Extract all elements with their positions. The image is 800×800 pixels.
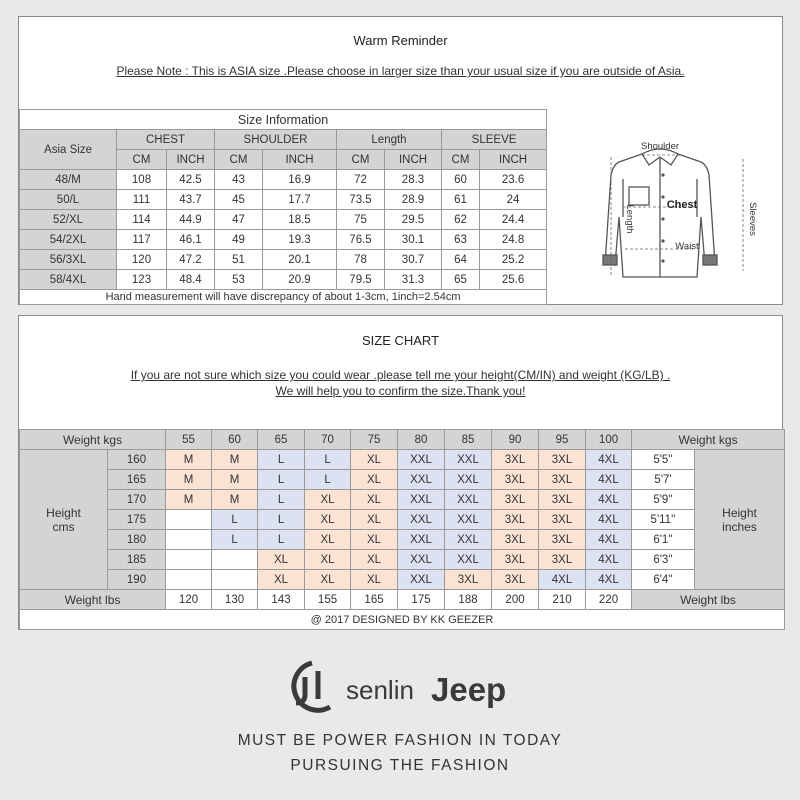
size-cell: 4XL xyxy=(539,570,586,590)
size-row xyxy=(20,170,547,190)
height-cm-value: 185 xyxy=(108,550,166,570)
size-cell: XL xyxy=(305,530,351,550)
measurement-cell: 76.5 xyxy=(337,230,385,250)
size-chart-title: SIZE CHART xyxy=(361,333,440,348)
length-label: Length xyxy=(624,204,635,234)
measurement-cell: 25.6 xyxy=(480,270,547,290)
measurement-cell: 43 xyxy=(215,170,263,190)
weight-lbs-value: 143 xyxy=(258,590,305,610)
size-rows xyxy=(20,170,547,290)
size-row xyxy=(20,190,547,210)
size-cell: XXL xyxy=(445,470,492,490)
height-row xyxy=(20,490,785,510)
size-cell: 3XL xyxy=(492,510,539,530)
size-chart-note-1: If you are not sure which size you could wear .please tell me your height(CM/IN) and weight (KG/LB) . xyxy=(130,368,671,382)
slogan-line-2: PURSUING THE FASHION xyxy=(290,757,510,774)
weight-lbs-row xyxy=(20,590,785,610)
measurement-cell: 31.3 xyxy=(385,270,442,290)
asia-size-header: Asia Size xyxy=(20,130,117,170)
measurement-cell: 17.7 xyxy=(263,190,337,210)
height-inch-value: 5'7' xyxy=(632,470,695,490)
unit-header: CM xyxy=(215,150,263,170)
measurement-cell: 65 xyxy=(442,270,480,290)
warm-reminder-title: Warm Reminder xyxy=(353,33,448,48)
size-cell: XL xyxy=(351,450,398,470)
measurement-cell: 20.1 xyxy=(263,250,337,270)
weight-lbs-value: 120 xyxy=(166,590,212,610)
weight-lbs-value: 188 xyxy=(445,590,492,610)
size-cell: XXL xyxy=(445,510,492,530)
weight-kgs-value: 65 xyxy=(258,430,305,450)
measurement-cell: 42.5 xyxy=(167,170,215,190)
size-cell: L xyxy=(258,530,305,550)
height-cm-value: 175 xyxy=(108,510,166,530)
unit-header: CM xyxy=(442,150,480,170)
size-cell: XL xyxy=(305,490,351,510)
size-row xyxy=(20,210,547,230)
size-cell: XXL xyxy=(445,490,492,510)
size-cell xyxy=(212,570,258,590)
size-cell xyxy=(166,570,212,590)
shoulder-label: Shoulder xyxy=(640,141,680,152)
weight-kgs-value: 100 xyxy=(586,430,632,450)
height-inch-value: 6'1'' xyxy=(632,530,695,550)
measurement-cell: 114 xyxy=(117,210,167,230)
size-cell: XXL xyxy=(398,510,445,530)
size-cell: XL xyxy=(305,550,351,570)
size-cell: 4XL xyxy=(586,570,632,590)
measurement-cell: 16.9 xyxy=(263,170,337,190)
size-cell: L xyxy=(258,510,305,530)
size-cell: L xyxy=(305,470,351,490)
height-inch-value: 5'9'' xyxy=(632,490,695,510)
unit-header: INCH xyxy=(263,150,337,170)
measurement-cell: 20.9 xyxy=(263,270,337,290)
sleeve-header: SLEEVE xyxy=(442,130,547,150)
measurement-cell: 64 xyxy=(442,250,480,270)
size-cell: XL xyxy=(305,570,351,590)
weight-kgs-label-right: Weight kgs xyxy=(632,430,785,450)
size-label-cell: 48/M xyxy=(20,170,117,190)
weight-lbs-value: 130 xyxy=(212,590,258,610)
shirt-measurement-icon xyxy=(547,109,782,304)
weight-kgs-label: Weight kgs xyxy=(20,430,166,450)
chest-label: Chest xyxy=(666,199,698,211)
measurement-cell: 72 xyxy=(337,170,385,190)
size-cell: XL xyxy=(258,550,305,570)
unit-header: CM xyxy=(117,150,167,170)
unit-header: INCH xyxy=(480,150,547,170)
height-row xyxy=(20,570,785,590)
size-cell: XXL xyxy=(445,550,492,570)
size-row xyxy=(20,250,547,270)
size-chart-rows xyxy=(20,430,785,630)
height-inch-value: 6'3'' xyxy=(632,550,695,570)
unit-header: INCH xyxy=(167,150,215,170)
size-label-cell: 54/2XL xyxy=(20,230,117,250)
measurement-cell: 60 xyxy=(442,170,480,190)
height-row xyxy=(20,470,785,490)
size-cell: M xyxy=(166,450,212,470)
slogan-line-1: MUST BE POWER FASHION IN TODAY xyxy=(237,732,563,749)
sleeves-label: Sleeves xyxy=(747,202,758,236)
size-cell: XXL xyxy=(445,530,492,550)
size-chart-note-2: We will help you to confirm the size.Thank you! xyxy=(275,384,526,398)
shirt-diagram xyxy=(546,109,782,304)
size-cell: 4XL xyxy=(586,550,632,570)
measurement-cell: 24.4 xyxy=(480,210,547,230)
measurement-cell: 49 xyxy=(215,230,263,250)
measurement-cell: 29.5 xyxy=(385,210,442,230)
size-cell: XL xyxy=(351,470,398,490)
measurement-cell: 123 xyxy=(117,270,167,290)
size-cell xyxy=(166,530,212,550)
size-cell: 3XL xyxy=(539,510,586,530)
size-cell: 3XL xyxy=(492,470,539,490)
measurement-footnote: Hand measurement will have discrepancy of about 1-3cm, 1inch=2.54cm xyxy=(20,290,547,305)
waist-label: Waist xyxy=(675,241,699,252)
size-cell: M xyxy=(166,490,212,510)
measurement-cell: 47 xyxy=(215,210,263,230)
weight-lbs-label: Weight lbs xyxy=(20,590,166,610)
copyright-row xyxy=(20,610,785,630)
size-cell: XXL xyxy=(398,570,445,590)
size-cell: 4XL xyxy=(586,530,632,550)
size-cell: 3XL xyxy=(492,450,539,470)
measurement-cell: 48.4 xyxy=(167,270,215,290)
height-cm-value: 170 xyxy=(108,490,166,510)
measurement-cell: 53 xyxy=(215,270,263,290)
measurement-cell: 120 xyxy=(117,250,167,270)
height-inch-value: 5'11'' xyxy=(632,510,695,530)
measurement-cell: 19.3 xyxy=(263,230,337,250)
measurement-cell: 23.6 xyxy=(480,170,547,190)
weight-kgs-value: 90 xyxy=(492,430,539,450)
size-cell xyxy=(212,550,258,570)
measurement-cell: 24.8 xyxy=(480,230,547,250)
size-cell: 3XL xyxy=(539,490,586,510)
size-label-cell: 58/4XL xyxy=(20,270,117,290)
size-information-title: Size Information xyxy=(20,110,547,130)
weight-kgs-row xyxy=(20,430,785,450)
size-cell: 3XL xyxy=(445,570,492,590)
measurement-cell: 44.9 xyxy=(167,210,215,230)
weight-lbs-value: 155 xyxy=(305,590,351,610)
height-row xyxy=(20,450,785,470)
size-cell: 4XL xyxy=(586,510,632,530)
height-row xyxy=(20,550,785,570)
weight-kgs-value: 55 xyxy=(166,430,212,450)
size-label-cell: 50/L xyxy=(20,190,117,210)
size-cell: XXL xyxy=(398,450,445,470)
size-row xyxy=(20,230,547,250)
brand-logo xyxy=(0,655,800,715)
weight-lbs-label-right: Weight lbs xyxy=(632,590,785,610)
measurement-cell: 30.1 xyxy=(385,230,442,250)
measurement-cell: 43.7 xyxy=(167,190,215,210)
senlinjeep-logo xyxy=(0,655,800,715)
measurement-cell: 28.3 xyxy=(385,170,442,190)
weight-lbs-value: 220 xyxy=(586,590,632,610)
measurement-cell: 18.5 xyxy=(263,210,337,230)
height-inches-label xyxy=(695,450,785,590)
height-weight-size-table xyxy=(19,429,785,630)
unit-header: CM xyxy=(337,150,385,170)
size-information-panel xyxy=(18,16,783,305)
size-cell: 3XL xyxy=(492,530,539,550)
size-cell: XL xyxy=(351,550,398,570)
copyright-text: @ 2017 DESIGNED BY KK GEEZER xyxy=(20,610,785,630)
weight-lbs-value: 200 xyxy=(492,590,539,610)
measurement-cell: 108 xyxy=(117,170,167,190)
weight-kgs-value: 75 xyxy=(351,430,398,450)
measurement-cell: 111 xyxy=(117,190,167,210)
length-header: Length xyxy=(337,130,442,150)
measurement-cell: 78 xyxy=(337,250,385,270)
measurement-cell: 79.5 xyxy=(337,270,385,290)
measurement-cell: 30.7 xyxy=(385,250,442,270)
brand-name-light: senlin xyxy=(346,675,414,705)
weight-kgs-value: 70 xyxy=(305,430,351,450)
size-cell: XL xyxy=(351,510,398,530)
height-cm-value: 160 xyxy=(108,450,166,470)
size-cell: 4XL xyxy=(586,470,632,490)
size-row xyxy=(20,270,547,290)
weight-lbs-value: 210 xyxy=(539,590,586,610)
size-cell: 4XL xyxy=(586,490,632,510)
size-cell: L xyxy=(258,450,305,470)
height-row xyxy=(20,530,785,550)
size-cell: XXL xyxy=(398,550,445,570)
size-cell: XL xyxy=(351,570,398,590)
size-cell: XXL xyxy=(398,490,445,510)
height-inches-label-line-1: Height xyxy=(722,505,757,520)
size-cell: L xyxy=(305,450,351,470)
measurement-cell: 75 xyxy=(337,210,385,230)
size-cell: L xyxy=(212,530,258,550)
size-cell: M xyxy=(212,490,258,510)
measurement-cell: 117 xyxy=(117,230,167,250)
size-cell: 3XL xyxy=(539,470,586,490)
size-cell: 3XL xyxy=(492,490,539,510)
size-cell: XL xyxy=(351,530,398,550)
size-cell: 4XL xyxy=(586,450,632,470)
measurement-cell: 61 xyxy=(442,190,480,210)
size-cell: M xyxy=(212,470,258,490)
size-cell: XXL xyxy=(445,450,492,470)
measurement-cell: 25.2 xyxy=(480,250,547,270)
size-cell: XXL xyxy=(398,470,445,490)
measurement-cell: 63 xyxy=(442,230,480,250)
size-cell xyxy=(166,510,212,530)
weight-lbs-value: 165 xyxy=(351,590,398,610)
size-cell: 3XL xyxy=(539,530,586,550)
height-cm-value: 180 xyxy=(108,530,166,550)
size-cell: 3XL xyxy=(539,450,586,470)
height-inches-label-line-2: inches xyxy=(722,519,757,534)
height-cms-label xyxy=(20,450,108,590)
size-cell: XL xyxy=(351,490,398,510)
height-cms-label-line-1: Height xyxy=(46,505,81,520)
shoulder-header: SHOULDER xyxy=(215,130,337,150)
measurement-cell: 46.1 xyxy=(167,230,215,250)
size-label-cell: 52/XL xyxy=(20,210,117,230)
asia-size-note: Please Note : This is ASIA size .Please choose in larger size than your usual size if you are outside of Asia. xyxy=(116,64,685,78)
size-cell: XL xyxy=(258,570,305,590)
size-cell xyxy=(166,550,212,570)
unit-header: INCH xyxy=(385,150,442,170)
size-cell: L xyxy=(258,470,305,490)
height-inch-value: 5'5'' xyxy=(632,450,695,470)
measurement-cell: 73.5 xyxy=(337,190,385,210)
measurement-cell: 28.9 xyxy=(385,190,442,210)
size-information-table xyxy=(19,109,547,305)
height-inch-value: 6'4'' xyxy=(632,570,695,590)
size-label-cell: 56/3XL xyxy=(20,250,117,270)
weight-kgs-value: 80 xyxy=(398,430,445,450)
measurement-cell: 45 xyxy=(215,190,263,210)
brand-name-bold: Jeep xyxy=(431,671,507,708)
weight-kgs-value: 60 xyxy=(212,430,258,450)
size-cell: 3XL xyxy=(492,570,539,590)
height-cm-value: 190 xyxy=(108,570,166,590)
size-cell: 3XL xyxy=(539,550,586,570)
measurement-cell: 62 xyxy=(442,210,480,230)
weight-kgs-value: 85 xyxy=(445,430,492,450)
measurement-cell: 47.2 xyxy=(167,250,215,270)
measurement-cell: 51 xyxy=(215,250,263,270)
height-cms-label-line-2: cms xyxy=(52,519,75,534)
size-cell: L xyxy=(258,490,305,510)
height-cm-value: 165 xyxy=(108,470,166,490)
size-cell: L xyxy=(212,510,258,530)
size-cell: XL xyxy=(305,510,351,530)
height-row xyxy=(20,510,785,530)
chest-header: CHEST xyxy=(117,130,215,150)
size-chart-panel xyxy=(18,315,783,630)
measurement-cell: 24 xyxy=(480,190,547,210)
weight-kgs-value: 95 xyxy=(539,430,586,450)
size-cell: M xyxy=(166,470,212,490)
size-cell: 3XL xyxy=(492,550,539,570)
size-cell: M xyxy=(212,450,258,470)
weight-lbs-value: 175 xyxy=(398,590,445,610)
size-cell: XXL xyxy=(398,530,445,550)
